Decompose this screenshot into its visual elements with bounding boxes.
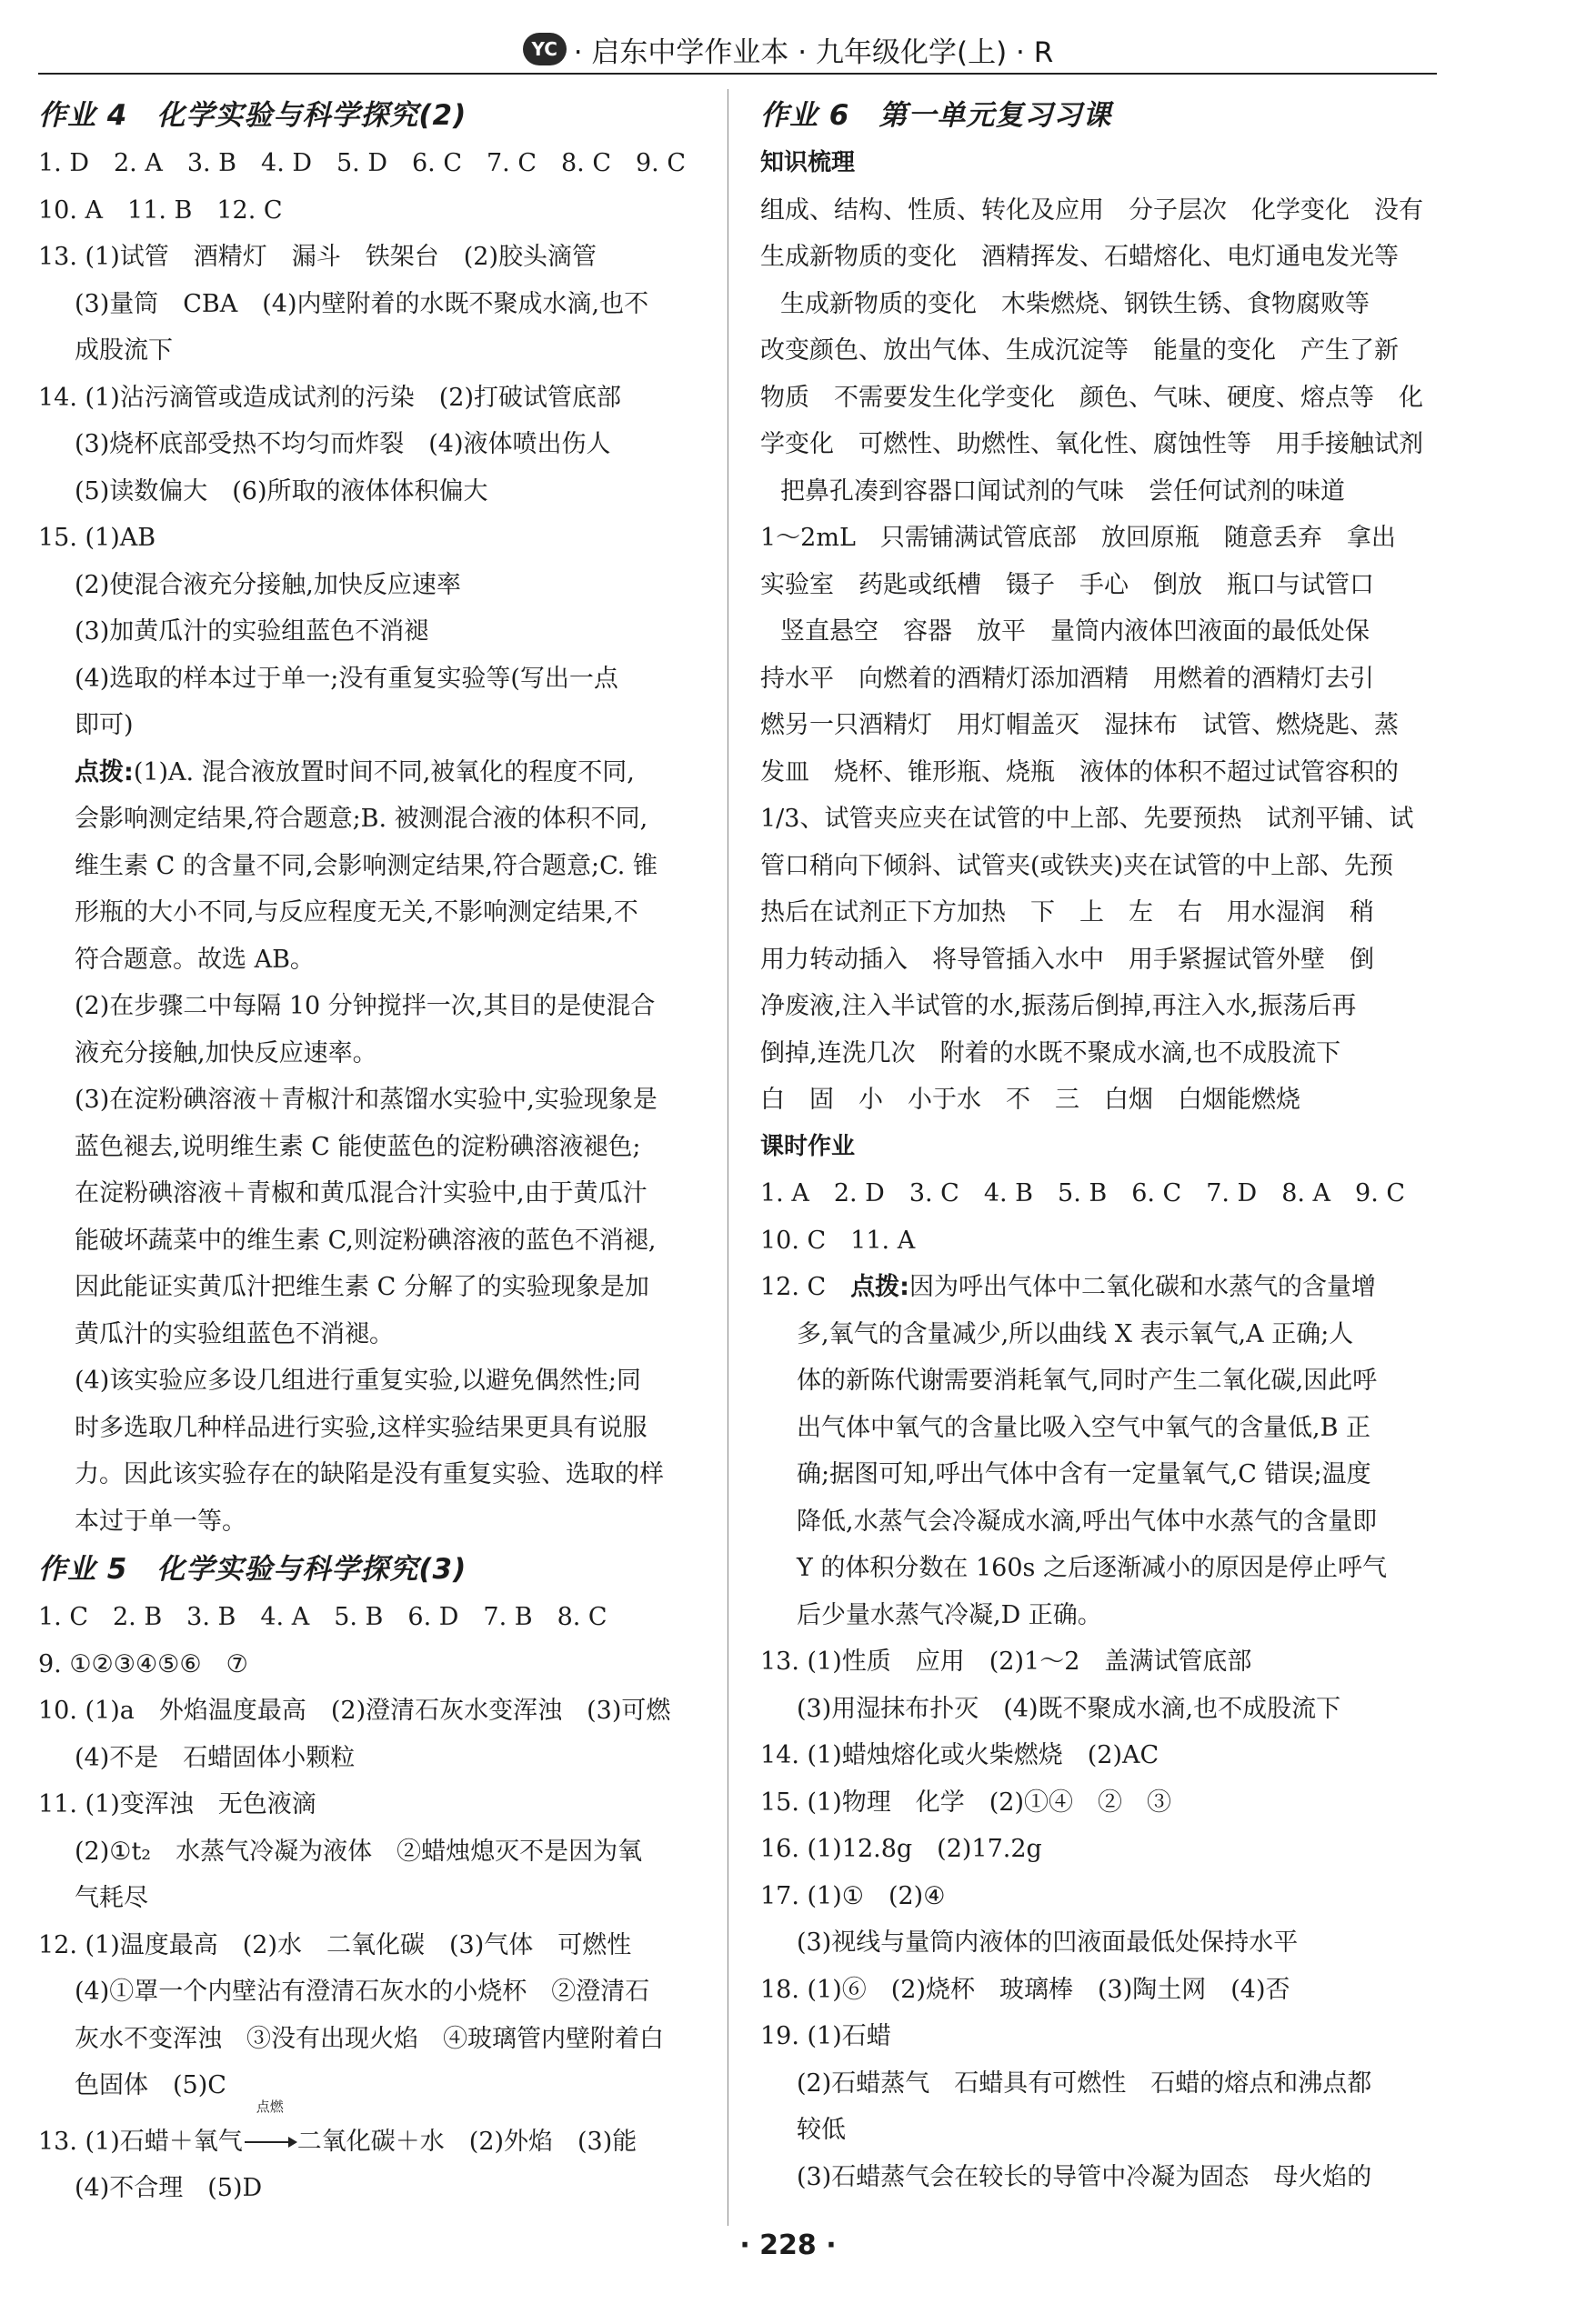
tip-line: (2)在步骤二中每隔 10 分钟搅拌一次,其目的是使混合: [75, 992, 656, 1020]
answer-line: (4)选取的样本过于单一;没有重复实验等(写出一点: [75, 664, 618, 693]
answer-line: (3)石蜡蒸气会在较长的导管中冷凝为固态 母火焰的: [797, 2162, 1372, 2191]
page-number: · 228 ·: [739, 2229, 837, 2261]
summary-line: 把鼻孔凑到容器口闻试剂的气味 尝任何试剂的味道: [780, 476, 1345, 506]
answer-line: 18. (1)⑥ (2)烧杯 玻璃棒 (3)陶土网 (4)否: [760, 1975, 1290, 2004]
tip-line: 会影响测定结果,符合题意;B. 被测混合液的体积不同,: [75, 805, 648, 833]
tip-line: (4)该实验应多设几组进行重复实验,以避免偶然性;同: [75, 1367, 641, 1395]
answer-line: 13. (1)性质 应用 (2)1～2 盖满试管底部: [760, 1648, 1252, 1676]
reaction-reactants: 13. (1)石蜡＋氧气: [38, 2127, 243, 2156]
yc-logo-icon: YC: [523, 33, 567, 65]
answer-line: 成股流下: [75, 336, 173, 365]
tip-line: Y 的体积分数在 160s 之后逐渐减小的原因是停止呼气: [797, 1554, 1387, 1582]
answer-line: 较低: [797, 2116, 846, 2144]
tip-line: 出气体中氧气的含量比吸入空气中氧气的含量低,B 正: [797, 1413, 1371, 1442]
summary-line: 发皿 烧杯、锥形瓶、烧瓶 液体的体积不超过试管容积的: [760, 757, 1399, 786]
summary-line: 燃另一只酒精灯 用灯帽盖灭 湿抹布 试管、燃烧匙、蒸: [760, 711, 1399, 739]
summary-line: 持水平 向燃着的酒精灯添加酒精 用燃着的酒精灯去引: [760, 664, 1374, 693]
answer-line: 1. D 2. A 3. B 4. D 5. D 6. C 7. C 8. C 9. C: [38, 149, 687, 177]
answer-line: (3)烧杯底部受热不均匀而炸裂 (4)液体喷出伤人: [75, 430, 611, 458]
answer-line: (4)①罩一个内壁沾有澄清石灰水的小烧杯 ②澄清石: [75, 1978, 650, 2006]
tip-line: 降低,水蒸气会冷凝成水滴,呼出气体中水蒸气的含量即: [797, 1507, 1378, 1536]
answer-line: 10. A 11. B 12. C: [38, 195, 283, 225]
section-title-4: 作业 4 化学实验与科学探究(2): [38, 99, 467, 132]
answer-line: (3)视线与量筒内液体的凹液面最低处保持水平: [797, 1928, 1299, 1957]
tip-line: 后少量水蒸气冷凝,D 正确。: [797, 1600, 1102, 1629]
header-rule: [38, 73, 1437, 75]
tip-line: 符合题意。故选 AB。: [75, 945, 315, 974]
arrow-icon: [245, 2141, 296, 2143]
summary-line: 用力转动插入 将导管插入水中 用手紧握试管外壁 倒: [760, 945, 1374, 974]
reaction-condition: 点燃: [256, 2098, 284, 2115]
section-title-6: 作业 6 第一单元复习习课: [760, 99, 1112, 132]
summary-line: 竖直悬空 容器 放平 量筒内液体凹液面的最低处保: [780, 617, 1370, 646]
answer-line: 即可): [75, 711, 134, 739]
tip-line: 力。因此该实验存在的缺陷是没有重复实验、选取的样: [75, 1460, 664, 1488]
answer-line: (3)加黄瓜汁的实验组蓝色不消褪: [75, 617, 429, 646]
tip-line: 因此能证实黄瓜汁把维生素 C 分解了的实验现象是加: [75, 1273, 649, 1301]
answer-line: 10. C 11. A: [760, 1226, 916, 1255]
summary-line: 生成新物质的变化 木柴燃烧、钢铁生锈、食物腐败等: [780, 289, 1370, 318]
tip-line: 时多选取几种样品进行实验,这样实验结果更具有说服: [75, 1413, 647, 1442]
reaction-products: 二氧化碳＋水 (2)外焰 (3)能: [296, 2127, 637, 2156]
tip-line: 形瓶的大小不同,与反应程度无关,不影响测定结果,不: [75, 898, 638, 927]
q12-number: 12. C: [760, 1273, 851, 1301]
tip-line: (3)在淀粉碘溶液＋青椒汁和蒸馏水实验中,实验现象是: [75, 1086, 658, 1114]
summary-line: 1/3、试管夹应夹在试管的中上部、先要预热 试剂平铺、试: [760, 805, 1414, 833]
tip-label: 点拨:: [75, 757, 134, 786]
answer-line: 15. (1)AB: [38, 524, 156, 552]
answer-line: (2)①t₂ 水蒸气冷凝为液体 ②蜡烛熄灭不是因为氧: [75, 1837, 643, 1866]
answer-line: (2)石蜡蒸气 石蜡具有可燃性 石蜡的熔点和沸点都: [797, 2069, 1372, 2098]
answer-line: 10. (1)a 外焰温度最高 (2)澄清石灰水变浑浊 (3)可燃: [38, 1697, 671, 1725]
section-title-5: 作业 5 化学实验与科学探究(3): [38, 1553, 467, 1586]
answer-line: 气耗尽: [75, 1884, 148, 1912]
summary-line: 白 固 小 小于水 不 三 白烟 白烟能燃烧: [760, 1086, 1300, 1114]
summary-line: 净废液,注入半试管的水,振荡后倒掉,再注入水,振荡后再: [760, 992, 1357, 1020]
tip-text: (1)A. 混合液放置时间不同,被氧化的程度不同,: [133, 757, 635, 786]
summary-line: 实验室 药匙或纸槽 镊子 手心 倒放 瓶口与试管口: [760, 570, 1374, 599]
answer-line: 13. (1)试管 酒精灯 漏斗 铁架台 (2)胶头滴管: [38, 243, 597, 271]
tip-line: 能破坏蔬菜中的维生素 C,则淀粉碘溶液的蓝色不消褪,: [75, 1226, 657, 1255]
summary-line: 生成新物质的变化 酒精挥发、石蜡熔化、电灯通电发光等: [760, 243, 1399, 271]
answer-line: 17. (1)① (2)④: [760, 1881, 946, 1910]
tip-line: 体的新陈代谢需要消耗氧气,同时产生二氧化碳,因此呼: [797, 1367, 1378, 1395]
right-column: [760, 91, 1440, 2200]
answer-line: 色固体 (5)C: [75, 2071, 226, 2099]
answer-line: (3)用湿抹布扑灭 (4)既不聚成水滴,也不成股流下: [797, 1694, 1341, 1723]
summary-line: 物质 不需要发生化学变化 颜色、气味、硬度、熔点等 化: [760, 383, 1423, 412]
answer-line: (2)使混合液充分接触,加快反应速率: [75, 570, 461, 599]
tip-line: 液充分接触,加快反应速率。: [75, 1038, 377, 1067]
answer-line: 1. C 2. B 3. B 4. A 5. B 6. D 7. B 8. C: [38, 1603, 607, 1631]
reaction-line: [38, 2098, 709, 2166]
answer-line: 14. (1)沾污滴管或造成试剂的污染 (2)打破试管底部: [38, 383, 622, 412]
answer-line: 9. ①②③④⑤⑥ ⑦: [38, 1649, 248, 1678]
answer-line: 19. (1)石蜡: [760, 2022, 891, 2050]
tip-line: 黄瓜汁的实验组蓝色不消褪。: [75, 1319, 394, 1348]
answer-line: 1. A 2. D 3. C 4. B 5. B 6. C 7. D 8. A 9. C: [760, 1179, 1406, 1207]
running-header: [0, 22, 1576, 76]
summary-line: 组成、结构、性质、转化及应用 分子层次 化学变化 没有: [760, 195, 1423, 225]
tip-label: 点拨:: [850, 1273, 909, 1301]
summary-line: 热后在试剂正下方加热 下 上 左 右 用水湿润 稍: [760, 898, 1374, 927]
summary-line: 1～2mL 只需铺满试管底部 放回原瓶 随意丢弃 拿出: [760, 524, 1396, 552]
answer-line: 15. (1)物理 化学 (2)①④ ② ③: [760, 1788, 1172, 1817]
left-column: [38, 91, 709, 2212]
answer-line: (4)不合理 (5)D: [75, 2174, 263, 2202]
answer-line: (3)量筒 CBA (4)内壁附着的水既不聚成水滴,也不: [75, 289, 649, 318]
tip-line: 维生素 C 的含量不同,会影响测定结果,符合题意;C. 锥: [75, 851, 658, 880]
summary-line: 学变化 可燃性、助燃性、氧化性、腐蚀性等 用手接触试剂: [760, 430, 1423, 458]
q12-first-line: [760, 1264, 1440, 1311]
answer-line: 11. (1)变浑浊 无色液滴: [38, 1790, 316, 1818]
answer-line: 14. (1)蜡烛熔化或火柴燃烧 (2)AC: [760, 1741, 1159, 1769]
tip-first-line: [38, 749, 709, 796]
tip-line: 本过于单一等。: [75, 1507, 246, 1536]
subheading-knowledge: 知识梳理: [760, 149, 856, 176]
answer-line: (5)读数偏大 (6)所取的液体体积偏大: [75, 476, 488, 506]
tip-line: 在淀粉碘溶液＋青椒和黄瓜混合汁实验中,由于黄瓜汁: [75, 1179, 647, 1207]
answer-line: (4)不是 石蜡固体小颗粒: [75, 1743, 356, 1772]
q12-text: 因为呼出气体中二氧化碳和水蒸气的含量增: [909, 1273, 1376, 1301]
header-title: · 启东中学作业本 · 九年级化学(上) · R: [573, 35, 1054, 69]
answer-line: 灰水不变浑浊 ③没有出现火焰 ④玻璃管内壁附着白: [75, 2024, 664, 2053]
subheading-homework: 课时作业: [760, 1132, 856, 1160]
reaction-arrow: [243, 2098, 297, 2166]
answer-line: 16. (1)12.8g (2)17.2g: [760, 1835, 1042, 1863]
summary-line: 改变颜色、放出气体、生成沉淀等 能量的变化 产生了新: [760, 336, 1399, 365]
answer-line: 12. (1)温度最高 (2)水 二氧化碳 (3)气体 可燃性: [38, 1930, 632, 1959]
tip-line: 确;据图可知,呼出气体中含有一定量氧气,C 错误;温度: [797, 1460, 1371, 1488]
tip-line: 多,氧气的含量减少,所以曲线 X 表示氧气,A 正确;人: [797, 1319, 1354, 1348]
tip-line: 蓝色褪去,说明维生素 C 能使蓝色的淀粉碘溶液褪色;: [75, 1132, 641, 1161]
summary-line: 管口稍向下倾斜、试管夹(或铁夹)夹在试管的中上部、先预: [760, 851, 1394, 880]
summary-line: 倒掉,连洗几次 附着的水既不聚成水滴,也不成股流下: [760, 1038, 1341, 1067]
